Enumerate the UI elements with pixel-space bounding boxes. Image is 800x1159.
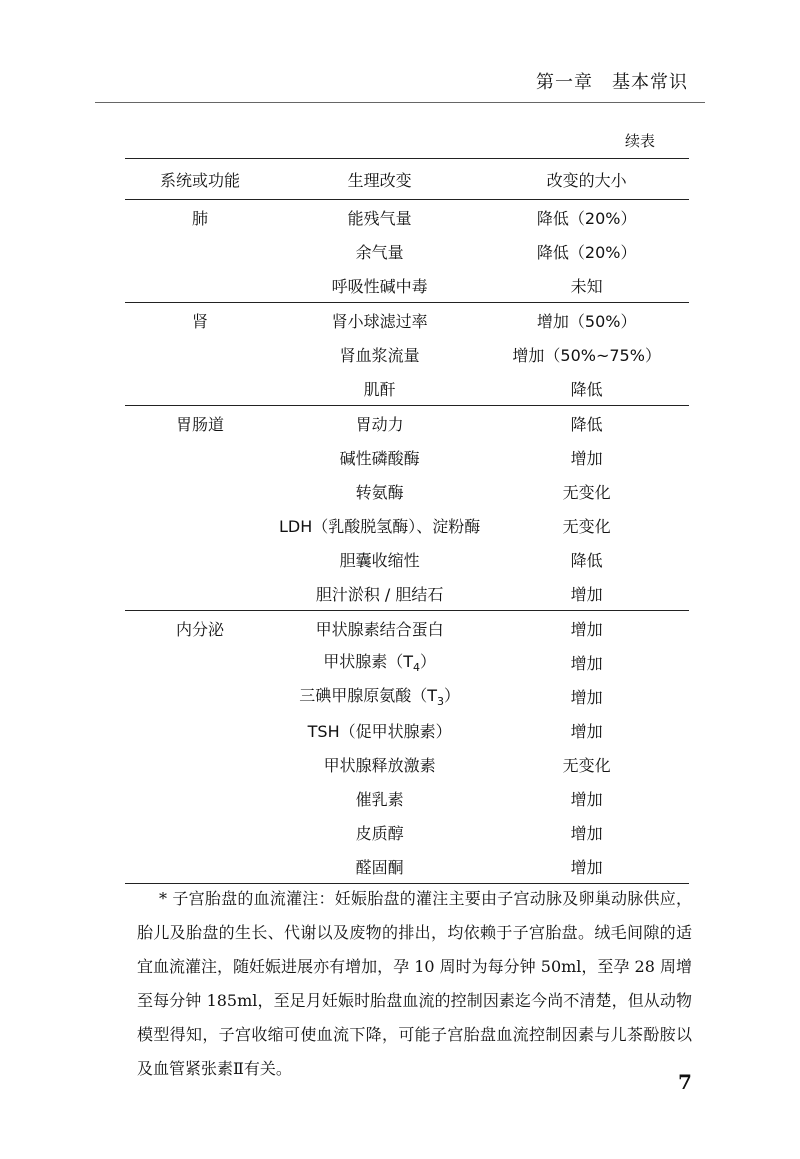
cell-system xyxy=(125,440,275,474)
cell-change: 肾血浆流量 xyxy=(339,345,420,365)
physiology-table xyxy=(125,158,689,884)
cell-magnitude: 增加 xyxy=(570,687,603,707)
cell-system xyxy=(125,371,275,406)
cell-system xyxy=(125,815,275,849)
table-row xyxy=(125,849,689,884)
cell-magnitude: 降低（20%） xyxy=(536,242,637,262)
cell-change: 余气量 xyxy=(355,242,404,262)
cell-system xyxy=(125,781,275,815)
cell-magnitude: 增加（50%） xyxy=(484,303,689,338)
table-row xyxy=(125,781,689,815)
cell-change: 能残气量 xyxy=(347,208,412,228)
cell-system xyxy=(125,474,275,508)
cell-system xyxy=(125,679,275,713)
cell-magnitude: 增加 xyxy=(570,823,603,843)
cell-system xyxy=(125,337,275,371)
column-header-magnitude: 改变的大小 xyxy=(484,159,689,200)
continued-label: 续表 xyxy=(625,132,656,150)
cell-magnitude: 增加 xyxy=(570,789,603,809)
cell-system xyxy=(125,268,275,303)
cell-system: 肺 xyxy=(191,208,208,228)
cell-change: 催乳素 xyxy=(355,789,404,809)
cell-change: 胆囊收缩性 xyxy=(339,550,420,570)
cell-system: 肾 xyxy=(125,303,275,338)
table-row xyxy=(125,611,689,646)
table-row xyxy=(125,508,689,542)
cell-change: 胆汁淤积 / 胆结石 xyxy=(315,584,444,604)
table-row xyxy=(125,406,689,441)
column-header-system: 系统或功能 xyxy=(125,159,275,200)
table-body xyxy=(125,200,689,884)
table-row xyxy=(125,303,689,338)
header-rule xyxy=(95,102,705,103)
table-header-row xyxy=(125,159,689,200)
cell-change-suffix: ） xyxy=(444,686,461,706)
cell-magnitude: 增加 xyxy=(484,611,689,646)
page-number: 7 xyxy=(678,1070,692,1094)
cell-change-text: 甲状腺素（T xyxy=(323,652,414,672)
cell-change: 醛固酮 xyxy=(355,857,404,877)
cell-magnitude: 未知 xyxy=(570,276,603,296)
table-row xyxy=(125,542,689,576)
cell-change-subscript: 4 xyxy=(413,661,421,675)
cell-change: 甲状腺素结合蛋白 xyxy=(275,611,484,646)
cell-magnitude: 无变化 xyxy=(562,755,611,775)
table-row xyxy=(125,645,689,679)
cell-system xyxy=(125,747,275,781)
cell-magnitude: 增加 xyxy=(570,584,603,604)
cell-change xyxy=(275,679,484,713)
table-row xyxy=(125,337,689,371)
table-row xyxy=(125,815,689,849)
cell-magnitude: 无变化 xyxy=(562,482,611,502)
cell-change: 转氨酶 xyxy=(355,482,404,502)
table-row xyxy=(125,679,689,713)
cell-magnitude: 降低 xyxy=(570,379,603,399)
cell-change: 甲状腺释放激素 xyxy=(323,755,436,775)
cell-magnitude: 增加 xyxy=(570,857,603,877)
cell-change: 皮质醇 xyxy=(355,823,404,843)
cell-system: 胃肠道 xyxy=(125,406,275,441)
cell-change-text: 三碘甲腺原氨酸（T xyxy=(299,686,438,706)
cell-system xyxy=(125,234,275,268)
table-row xyxy=(125,747,689,781)
cell-change: LDH（乳酸脱氢酶）、淀粉酶 xyxy=(278,516,481,536)
table-row xyxy=(125,371,689,406)
cell-change-suffix: ） xyxy=(420,652,437,672)
cell-change xyxy=(275,645,484,679)
cell-system xyxy=(125,645,275,679)
cell-change: 胃动力 xyxy=(275,406,484,441)
table-row xyxy=(125,268,689,303)
table-row xyxy=(125,576,689,611)
cell-magnitude: 增加（50%~75%） xyxy=(512,345,661,365)
cell-system xyxy=(125,542,275,576)
cell-magnitude: 增加 xyxy=(570,448,603,468)
cell-change: TSH（促甲状腺素） xyxy=(307,721,452,741)
cell-change: 碱性磷酸酶 xyxy=(339,448,420,468)
cell-change: 呼吸性碱中毒 xyxy=(331,276,428,296)
cell-change: 肾小球滤过率 xyxy=(275,303,484,338)
cell-magnitude: 降低（20%） xyxy=(536,208,637,228)
cell-system: 内分泌 xyxy=(125,611,275,646)
column-header-change: 生理改变 xyxy=(275,159,484,200)
footnote-paragraph: * 子宫胎盘的血流灌注：妊娠胎盘的灌注主要由子宫动脉及卵巢动脉供应，胎儿及胎盘的生长、代谢以及废物的排出，均依赖于子宫胎盘。绒毛间隙的适宜血流灌注，随妊娠进展亦有增加，孕 10 周时为每分钟 50ml，至孕 28 周增至每分钟 185ml，至足月妊娠时胎盘血流的控制因素迄今尚不清楚，但从动物模型得知，子宫收缩可使血流下降，可能子宫胎盘血流控制因素与儿茶酚胺以及血管紧张素Ⅱ有关。 xyxy=(137,889,692,1078)
cell-change-subscript: 3 xyxy=(437,695,445,709)
table-row xyxy=(125,200,689,235)
cell-system xyxy=(125,713,275,747)
cell-magnitude: 降低 xyxy=(484,406,689,441)
cell-change: 肌酐 xyxy=(363,379,396,399)
table-row xyxy=(125,440,689,474)
cell-magnitude: 无变化 xyxy=(562,516,611,536)
cell-system xyxy=(125,849,275,884)
cell-system xyxy=(125,508,275,542)
table-row xyxy=(125,474,689,508)
cell-magnitude: 增加 xyxy=(570,653,603,673)
cell-magnitude: 增加 xyxy=(570,721,603,741)
cell-system xyxy=(125,576,275,611)
table-row xyxy=(125,234,689,268)
table-row xyxy=(125,713,689,747)
cell-magnitude: 降低 xyxy=(570,550,603,570)
chapter-header: 第一章 基本常识 xyxy=(536,72,688,93)
